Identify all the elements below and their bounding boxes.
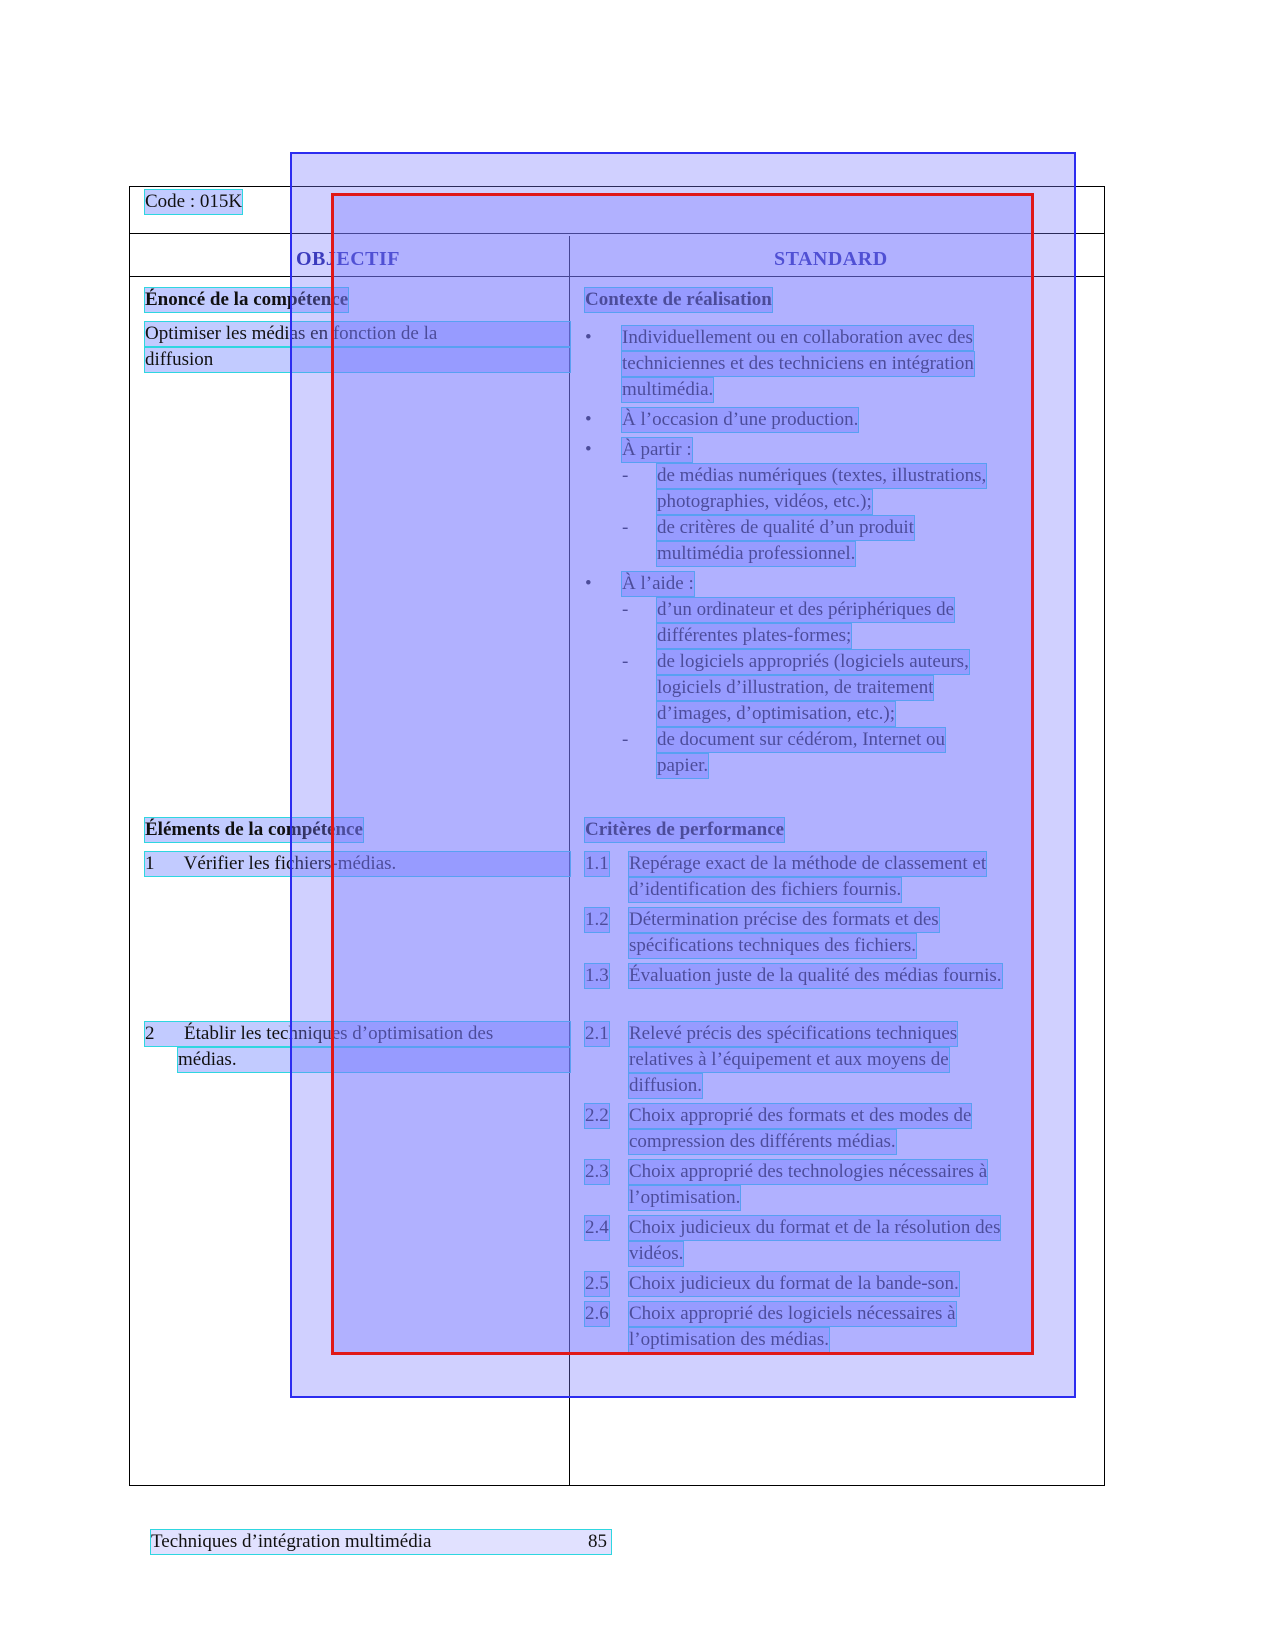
element-number: 2 <box>145 1023 155 1044</box>
criterion-number: 2.4 <box>585 1217 609 1238</box>
context-heading: Contexte de réalisation <box>585 289 772 310</box>
context-subline: papier. <box>657 755 709 776</box>
context-subline: de logiciels appropriés (logiciels auteurs, <box>657 651 969 672</box>
dash-icon: - <box>622 517 629 538</box>
bullet-icon: • <box>585 439 592 460</box>
statement-line: Optimiser les médias en fonction de la <box>145 322 570 346</box>
criterion-number: 1.2 <box>585 909 609 930</box>
criterion-line: Évaluation juste de la qualité des médias fournis. <box>629 965 1002 986</box>
context-subline: différentes plates-formes; <box>657 625 852 646</box>
criterion-line: l’optimisation des médias. <box>629 1329 830 1350</box>
criterion-line: Détermination précise des formats et des <box>629 909 939 930</box>
statement-heading: Énoncé de la compétence <box>145 289 349 310</box>
context-subline: photographies, vidéos, etc.); <box>657 491 872 512</box>
bullet-icon: • <box>585 409 592 430</box>
context-line: techniciennes et des techniciens en intégration <box>622 353 974 374</box>
criterion-line: compression des différents médias. <box>629 1131 896 1152</box>
criterion-number: 2.1 <box>585 1023 609 1044</box>
criterion-number: 2.6 <box>585 1303 609 1324</box>
context-subline: logiciels d’illustration, de traitement <box>657 677 934 698</box>
dash-icon: - <box>622 465 629 486</box>
criterion-line: spécifications techniques des fichiers. <box>629 935 917 956</box>
criterion-line: Relevé précis des spécifications techniques <box>629 1023 958 1044</box>
context-line: À l’aide : <box>622 573 694 594</box>
context-subline: multimédia professionnel. <box>657 543 856 564</box>
table-divider <box>130 276 1104 277</box>
context-subline: de médias numériques (textes, illustrations, <box>657 465 987 486</box>
element-number: 1 <box>145 853 155 874</box>
context-line: À l’occasion d’une production. <box>622 409 859 430</box>
criterion-number: 2.3 <box>585 1161 609 1182</box>
table-divider <box>130 233 1104 234</box>
objective-header: OBJECTIF <box>296 248 401 270</box>
element-text: Vérifier les fichiers-médias. <box>183 853 397 874</box>
page-number: 85 <box>588 1531 607 1552</box>
context-subline: de critères de qualité d’un produit <box>657 517 914 538</box>
criterion-line: Choix judicieux du format de la bande-son. <box>629 1273 959 1294</box>
criterion-number: 2.5 <box>585 1273 609 1294</box>
dash-icon: - <box>622 729 629 750</box>
dash-icon: - <box>622 599 629 620</box>
element-2-line-2: médias. <box>178 1048 570 1072</box>
criterion-line: relatives à l’équipement et aux moyens de <box>629 1049 949 1070</box>
criterion-number: 1.1 <box>585 853 609 874</box>
criterion-line: Choix judicieux du format et de la résolution des <box>629 1217 1001 1238</box>
page-footer <box>151 1530 611 1554</box>
context-line: multimédia. <box>622 379 714 400</box>
criterion-line: d’identification des fichiers fournis. <box>629 879 902 900</box>
context-subline: d’images, d’optimisation, etc.); <box>657 703 895 724</box>
element-text: Établir les techniques d’optimisation des <box>184 1023 494 1044</box>
context-line: Individuellement ou en collaboration avec des <box>622 327 973 348</box>
criterion-line: l’optimisation. <box>629 1187 741 1208</box>
statement-line: diffusion <box>145 348 570 372</box>
standard-header: STANDARD <box>774 248 888 270</box>
criterion-line: Choix approprié des technologies nécessaires à <box>629 1161 988 1182</box>
element-1 <box>145 852 570 876</box>
context-subline: d’un ordinateur et des périphériques de <box>657 599 955 620</box>
dash-icon: - <box>622 651 629 672</box>
criterion-line: Choix approprié des formats et des modes de <box>629 1105 972 1126</box>
criterion-line: Choix approprié des logiciels nécessaires à <box>629 1303 956 1324</box>
context-subline: de document sur cédérom, Internet ou <box>657 729 946 750</box>
criterion-number: 2.2 <box>585 1105 609 1126</box>
bullet-icon: • <box>585 573 592 594</box>
criterion-line: diffusion. <box>629 1075 703 1096</box>
program-code: Code : 015K <box>145 191 243 212</box>
criterion-line: Repérage exact de la méthode de classement et <box>629 853 987 874</box>
criterion-line: vidéos. <box>629 1243 684 1264</box>
context-line: À partir : <box>622 439 692 460</box>
bullet-icon: • <box>585 327 592 348</box>
element-2-line-1 <box>145 1022 570 1046</box>
elements-heading: Éléments de la compétence <box>145 819 363 840</box>
footer-title: Techniques d’intégration multimédia <box>151 1531 432 1552</box>
criterion-number: 1.3 <box>585 965 609 986</box>
criteria-heading: Critères de performance <box>585 819 785 840</box>
